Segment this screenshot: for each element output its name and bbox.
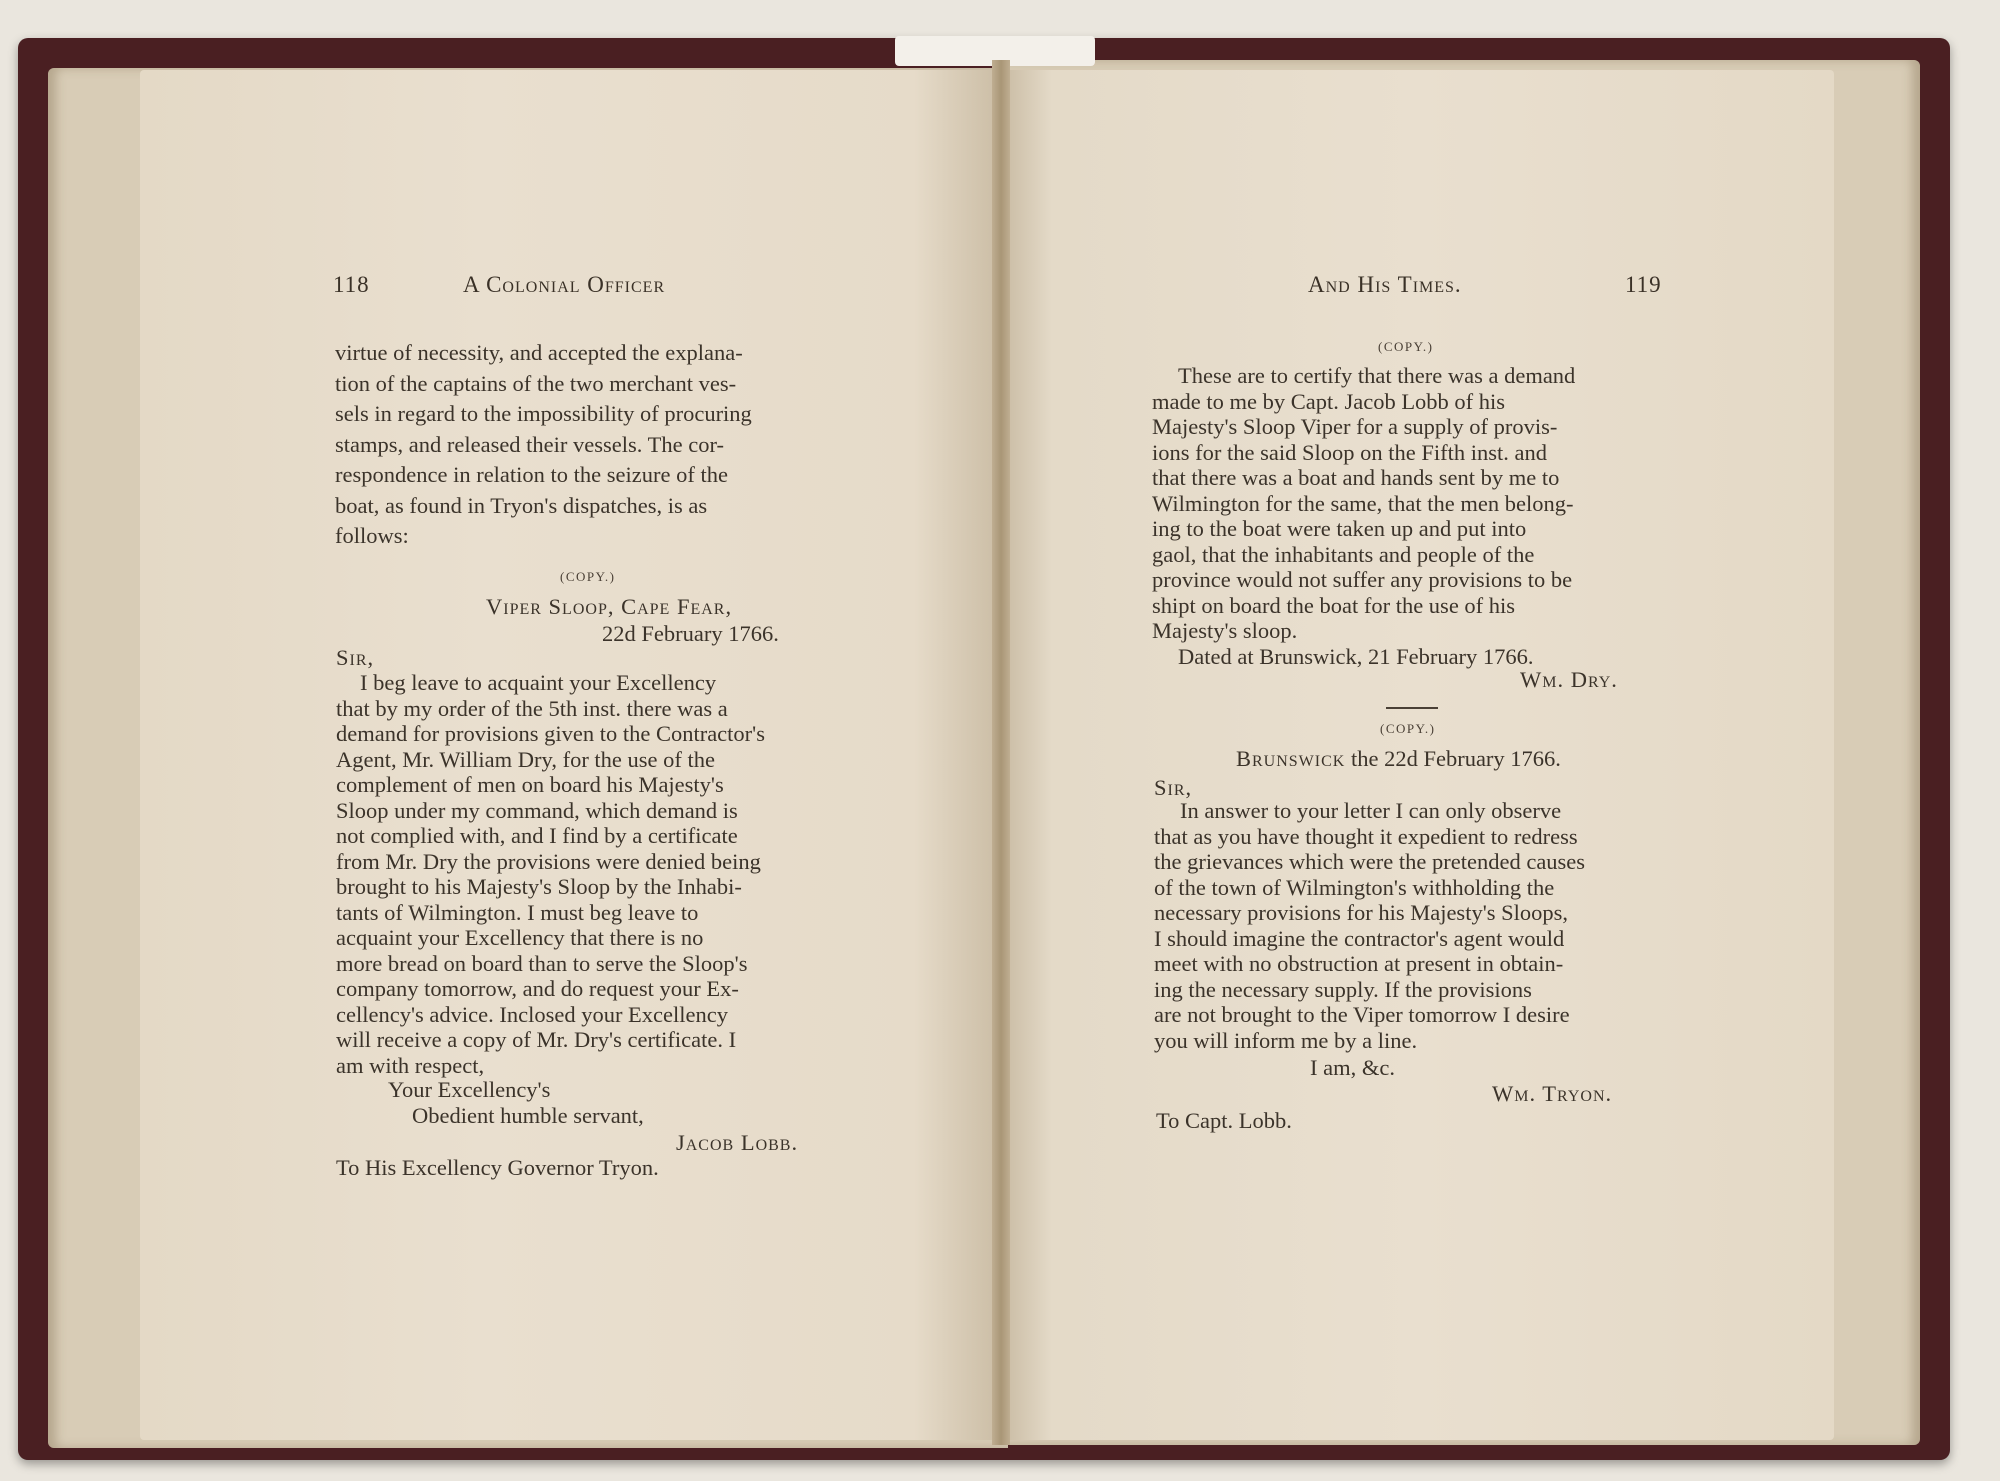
line: necessary provisions for his Majesty's Sloops, <box>1154 900 1569 925</box>
line: company tomorrow, and do request your Ex- <box>336 976 739 1001</box>
salutation: Sir, <box>1154 775 1193 800</box>
line: I beg leave to acquaint your Excellency <box>360 670 717 695</box>
letter-heading <box>1236 746 1561 772</box>
place-name: Brunswick <box>1236 746 1346 771</box>
line: Agent, Mr. William Dry, for the use of the <box>336 746 716 772</box>
line: made to me by Capt. Jacob Lobb of his <box>1152 388 1506 414</box>
place-date: the 22d February 1766. <box>1345 746 1561 771</box>
left-running-head: A Colonial Officer <box>463 272 666 297</box>
line: boat, as found in Tryon's dispatches, is as <box>335 492 708 518</box>
copy-label: (COPY.) <box>1378 339 1434 354</box>
addressee: To His Excellency Governor Tryon. <box>336 1155 659 1180</box>
section-rule <box>1386 707 1438 709</box>
line: the grievances which were the pretended causes <box>1154 849 1586 874</box>
copy-label: (COPY.) <box>1380 721 1436 736</box>
closing-line: I am, &c. <box>1310 1055 1395 1080</box>
signature-dry: Wm. Dry. <box>1520 667 1618 692</box>
line: you will inform me by a line. <box>1154 1027 1418 1053</box>
line: follows: <box>335 523 409 548</box>
line: Majesty's Sloop Viper for a supply of provis- <box>1152 414 1558 439</box>
right-running-head: And His Times. <box>1308 272 1462 297</box>
line: virtue of necessity, and accepted the explana- <box>335 340 743 365</box>
closing-line: Your Excellency's <box>388 1077 551 1102</box>
line: I should imagine the contractor's agent would <box>1154 925 1565 951</box>
line: These are to certify that there was a demand <box>1178 363 1576 388</box>
line: ions for the said Sloop on the Fifth inst. and <box>1152 439 1547 465</box>
line: Majesty's sloop. <box>1152 618 1298 643</box>
line: province would not suffer any provisions to be <box>1152 567 1573 592</box>
line: In answer to your letter I can only observe <box>1180 798 1562 823</box>
line: from Mr. Dry the provisions were denied being <box>336 848 761 874</box>
line: gaol, that the inhabitants and people of the <box>1152 541 1535 567</box>
line: Sloop under my command, which demand is <box>336 797 738 823</box>
line: tants of Wilmington. I must beg leave to <box>336 899 699 925</box>
line: Wilmington for the same, that the men belong- <box>1152 490 1574 516</box>
line: cellency's advice. Inclosed your Excellency <box>336 1001 729 1027</box>
line: Dated at Brunswick, 21 February 1766. <box>1178 643 1534 669</box>
line: of the town of Wilmington's withholding the <box>1154 874 1555 900</box>
line: acquaint your Excellency that there is no <box>336 925 704 950</box>
salutation: Sir, <box>336 645 375 670</box>
line: complement of men on board his Majesty's <box>336 772 724 797</box>
line: meet with no obstruction at present in obtain- <box>1154 951 1564 976</box>
line: sels in regard to the impossibility of procuring <box>335 401 752 426</box>
line: respondence in relation to the seizure of the <box>335 462 728 487</box>
addressee: To Capt. Lobb. <box>1156 1108 1292 1133</box>
line: that by my order of the 5th inst. there was a <box>336 695 728 721</box>
line: more bread on board than to serve the Sloop's <box>336 950 748 976</box>
copy-label: (COPY.) <box>560 569 616 584</box>
tryon-letter-body <box>1154 798 1585 1053</box>
line: that there was a boat and hands sent by me to <box>1152 465 1560 490</box>
line: that as you have thought it expedient to redress <box>1154 823 1578 849</box>
closing-line: Obedient humble servant, <box>412 1103 644 1128</box>
letter-place: Viper Sloop, Cape Fear, <box>486 594 733 619</box>
line: are not brought to the Viper tomorrow I desire <box>1154 1002 1570 1027</box>
line: tion of the captains of the two merchant ves- <box>335 370 737 396</box>
line: not complied with, and I find by a certificate <box>336 823 738 848</box>
line: demand for provisions given to the Contractor's <box>336 721 765 746</box>
left-page-number: 118 <box>333 272 370 297</box>
line: brought to his Majesty's Sloop by the Inhabi- <box>336 874 742 899</box>
signature-tryon: Wm. Tryon. <box>1492 1081 1613 1106</box>
lobb-letter-body <box>336 670 765 1078</box>
line: shipt on board the boat for the use of his <box>1152 592 1516 618</box>
letter-date: 22d February 1766. <box>602 621 779 646</box>
line: ing the necessary supply. If the provisions <box>1154 976 1532 1002</box>
left-intro-paragraph <box>335 338 752 552</box>
line: ing to the boat were taken up and put into <box>1152 516 1527 541</box>
line: am with respect, <box>336 1052 485 1078</box>
book-gutter <box>992 60 1010 1445</box>
line: stamps, and released their vessels. The cor- <box>335 431 725 457</box>
signature-lobb: Jacob Lobb. <box>676 1130 799 1155</box>
right-page-number: 119 <box>1625 272 1662 297</box>
line: will receive a copy of Mr. Dry's certificate. I <box>336 1027 737 1052</box>
dry-certificate <box>1152 363 1575 669</box>
